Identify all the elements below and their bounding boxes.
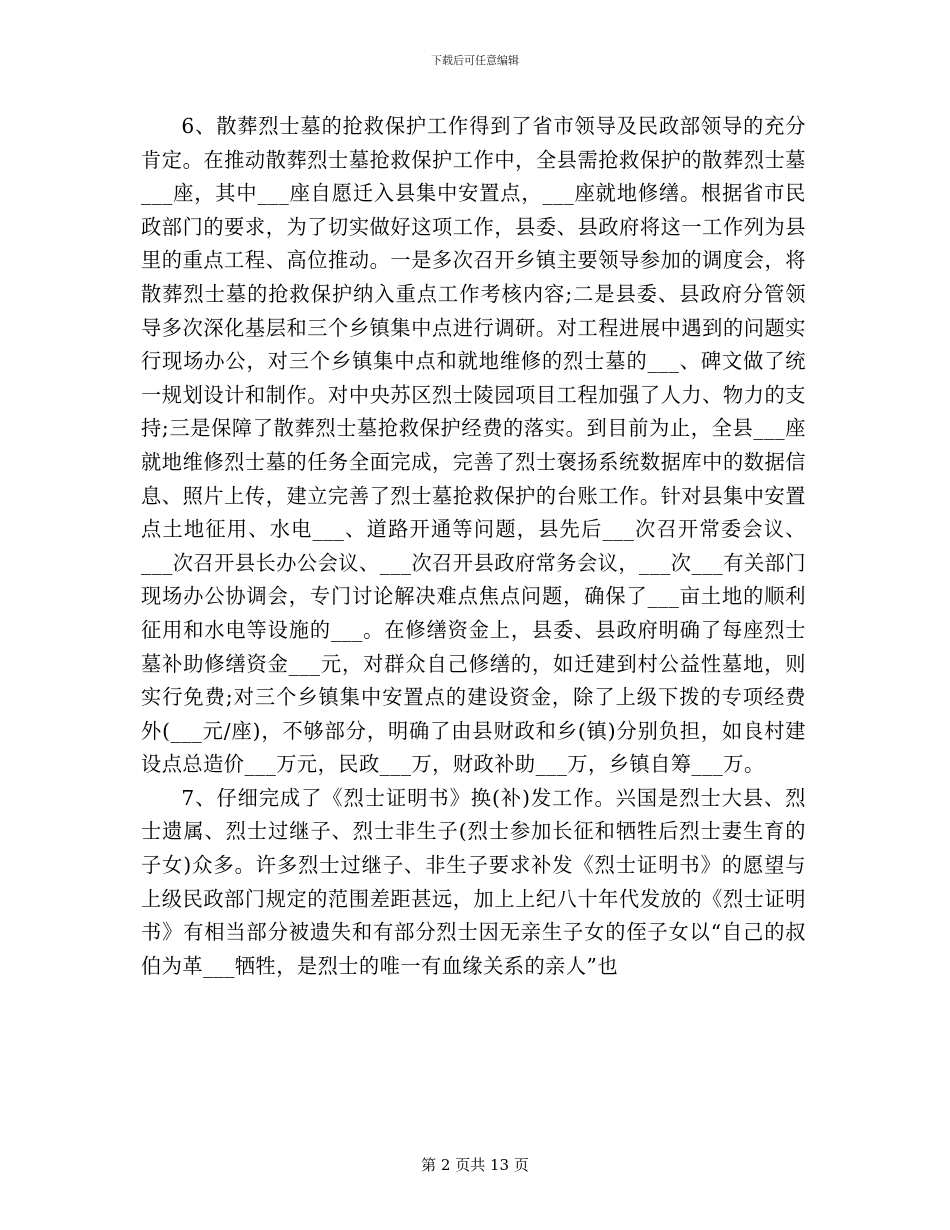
- paragraph-7: 7、仔细完成了《烈士证明书》换(补)发工作。兴国是烈士大县、烈士遗属、烈士过继子、烈士非生子(烈士参加长征和牺牲后烈士妻生育的子女)众多。许多烈士过继子、非生子要求补发《烈士证明书》的愿望与上级民政部门规定的范围差距甚远，加上上纪八十年代发放的《烈士证明书》有相当部分被遗失和有部分烈士因无亲生子女的侄子女以“自己的叔伯为革___牺牲，是烈士的唯一有血缘关系的亲人”也: [141, 785, 806, 978]
- page-header: 下载后可任意编辑: [431, 54, 519, 67]
- page-footer: 第 2 页共 13 页: [421, 1156, 529, 1174]
- document-body: [141, 110, 806, 983]
- paragraph-6: 6、散葬烈士墓的抢救保护工作得到了省市领导及民政部领导的充分肯定。在推动散葬烈士墓抢救保护工作中，全县需抢救保护的散葬烈士墓___座，其中___座自愿迁入县集中安置点，___座就地修缮。根据省市民政部门的要求，为了切实做好这项工作，县委、县政府将这一工作列为县里的重点工程、高位推动。一是多次召开乡镇主要领导参加的调度会，将散葬烈士墓的抢救保护纳入重点工作考核内容;二是县委、县政府分管领导多次深化基层和三个乡镇集中点进行调研。对工程进展中遇到的问题实行现场办公，对三个乡镇集中点和就地维修的烈士墓的___、碑文做了统一规划设计和制作。对中央苏区烈士陵园项目工程加强了人力、物力的支持;三是保障了散葬烈士墓抢救保护经费的落实。到目前为止，全县___座就地维修烈士墓的任务全面完成，完善了烈士褒扬系统数据库中的数据信息、照片上传，建立完善了烈士墓抢救保护的台账工作。针对县集中安置点土地征用、水电___、道路开通等问题，县先后___次召开常委会议、___次召开县长办公会议、___次召开县政府常务会议，___次___有关部门现场办公协调会，专门讨论解决难点焦点问题，确保了___亩土地的顺利征用和水电等设施的___。在修缮资金上，县委、县政府明确了每座烈士墓补助修缮资金___元，对群众自己修缮的，如迁建到村公益性墓地，则实行免费;对三个乡镇集中安置点的建设资金，除了上级下拨的专项经费外(___元/座)，不够部分，明确了由县财政和乡(镇)分别负担，如良村建设点总造价___万元，民政___万，财政补助___万，乡镇自筹___万。: [141, 114, 807, 777]
